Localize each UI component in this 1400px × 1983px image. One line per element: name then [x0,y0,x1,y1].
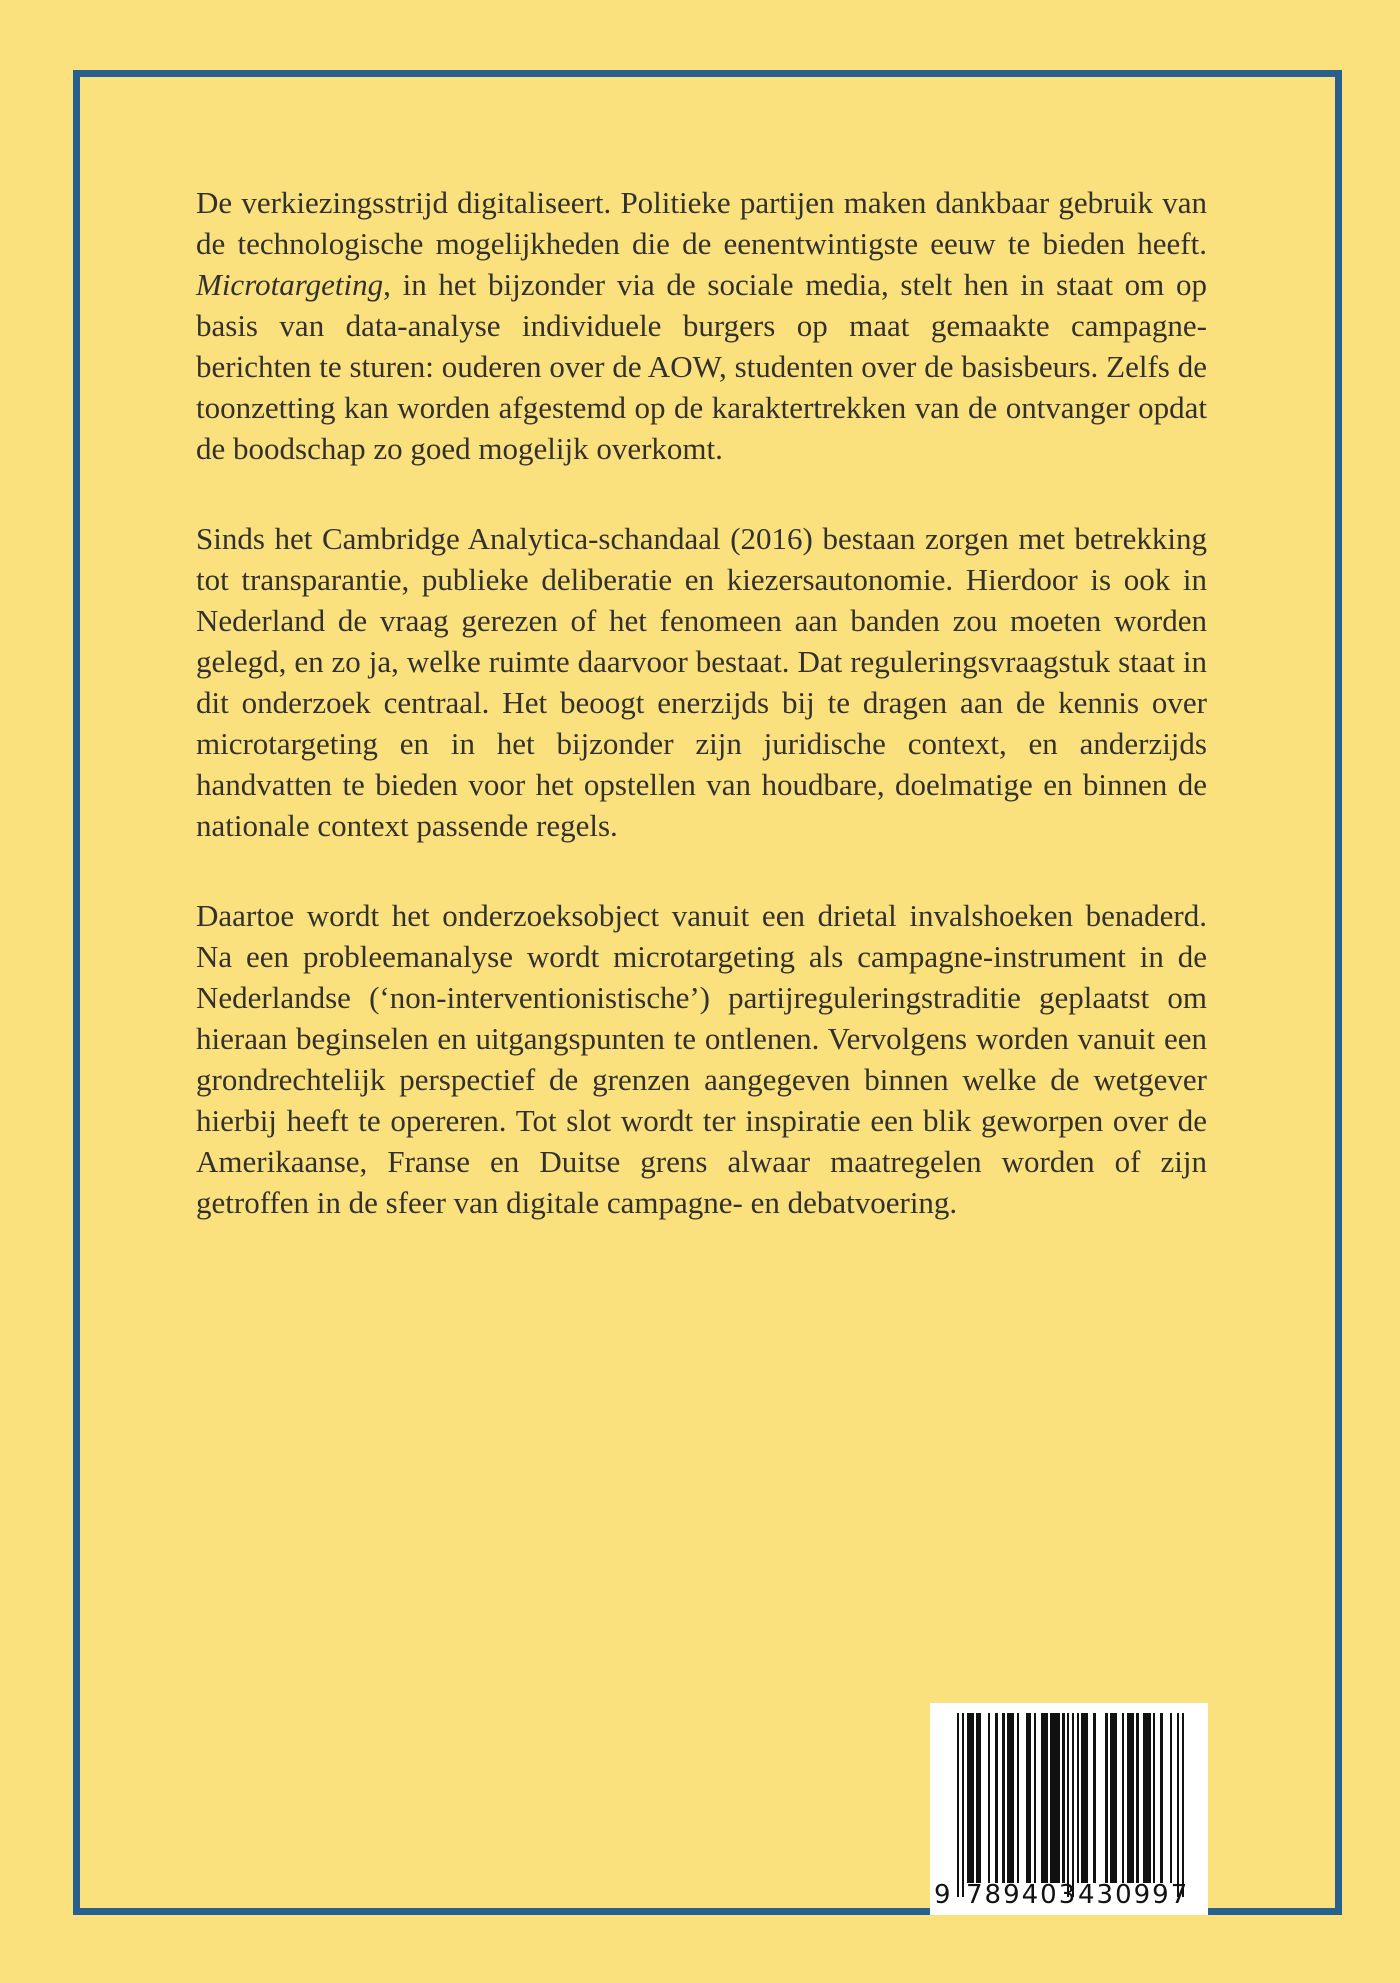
paragraph-1-italic-term: Microtargeting [196,267,384,302]
paragraph-1-before-italic: De verkiezingsstrijd digitaliseert. Politieke partijen maken dankbaar gebruik van de technologische mogelijkheden die de eenentwintigste eeuw te bieden heeft. [196,185,1207,261]
synopsis-paragraph-3: Daartoe wordt het onderzoeksobject vanuit een drietal invalshoeken benaderd. Na een probleemanalyse wordt microtargeting als campagne-instrument in de Nederlandse (‘non-interventionistische’) partijreguleringstraditie geplaatst om hieraan beginselen en uitgangspunten te ontlenen. Vervolgens worden vanuit een grondrechtelijk perspectief de grenzen aangegeven binnen welke de wetgever hierbij heeft te opereren. Tot slot wordt ter inspiratie een blik geworpen over de Amerikaanse, Franse en Duitse grens alwaar maatregelen worden of zijn getroffen in de sfeer van digitale campagne- en debatvoering. [196,898,1207,1220]
synopsis-text-block [196,182,1207,1223]
barcode-bars [957,1713,1184,1897]
isbn-digit-group-1: 789403 [966,1880,1078,1910]
isbn-barcode [930,1703,1208,1915]
isbn-digit-group-2: 430997 [1078,1880,1190,1910]
synopsis-paragraph-1 [196,182,1207,469]
synopsis-paragraph-2: Sinds het Cambridge Analytica-schandaal (2016) bestaan zorgen met betrekking tot transparantie, publieke deliberatie en kiezersautonomie. Hierdoor is ook in Nederland de vraag gerezen of het fenomeen aan banden zou moeten worden gelegd, en zo ja, welke ruimte daarvoor bestaat. Dat reguleringsvraagstuk staat in dit onderzoek centraal. Het beoogt enerzijds bij te dragen aan de kennis over microtargeting en in het bijzonder zijn juridische context, en anderzijds handvatten te bieden voor het opstellen van houdbare, doelmatige en binnen de nationale context passende regels. [196,521,1207,843]
isbn-digit-lead: 9 [934,1880,951,1910]
isbn-digits [930,1880,1208,1910]
paragraph-1-after-italic: , in het bijzonder via de sociale media, stelt hen in staat om op basis van data-analyse individuele burgers op maat gemaakte campagne-berichten te sturen: ouderen over de AOW, studenten over de basisbeurs. Zelfs de toonzetting kan worden afgestemd op de karaktertrekken van de ontvanger opdat de boodschap zo goed mogelijk overkomt. [196,267,1207,466]
